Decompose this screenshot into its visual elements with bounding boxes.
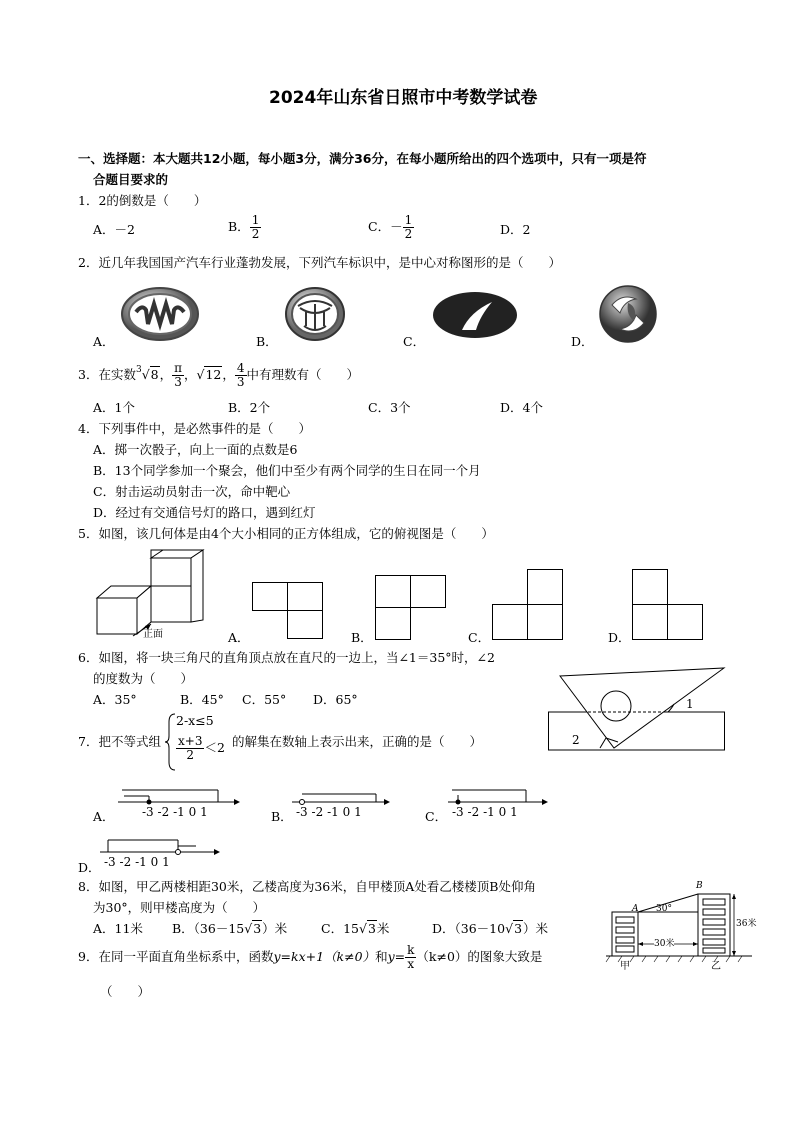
q8-height-label: 36米: [736, 919, 757, 929]
q5-option-c: C．: [468, 630, 491, 645]
q7-a-ticks: -3 -2 -1 0 1: [142, 805, 208, 819]
q6-option-c: C．55°: [242, 692, 287, 707]
q2-option-a: A．: [93, 334, 115, 349]
q7-b-ticks: -3 -2 -1 0 1: [296, 805, 362, 819]
car-logo-d-icon: [598, 285, 658, 343]
q9-stem: 9．在同一平面直角坐标系中，函数y=kx+1（k≠0）和y= $\frac{k}{x}$ （k≠0）的图象大致是: [78, 943, 543, 971]
q4-option-c: C．射击运动员射击一次，命中靶心: [93, 484, 291, 499]
q6-option-d: D．65°: [313, 692, 358, 707]
q1-option-d: D．2: [500, 222, 531, 237]
q6-angle2-label: 2: [572, 733, 580, 747]
q4-option-b: B．13个同学参加一个聚会，他们中至少有两个同学的生日在同一个月: [93, 463, 481, 478]
q4-option-a: A．掷一次骰子，向上一面的点数是6: [93, 442, 298, 457]
q8-label-b: B: [696, 881, 703, 891]
q6-stem-cont: 的度数为（ ）: [93, 671, 194, 686]
car-logo-c-icon: [432, 290, 518, 340]
q7-option-b: B．: [271, 809, 293, 824]
q8-stem: 8．如图，甲乙两楼相距30米，乙楼高度为36米，自甲楼顶A处看乙楼楼顶B处仰角: [78, 879, 536, 894]
q1-stem: 1．2的倒数是（ ）: [78, 193, 207, 208]
q8-label-a: A: [632, 904, 639, 914]
q7-d-ticks: -3 -2 -1 0 1: [104, 855, 170, 869]
q9-answer-paren: （ ）: [100, 984, 151, 999]
q1-option-a: A．－2: [93, 222, 135, 237]
q2-stem: 2．近几年我国国产汽车行业蓬勃发展，下列汽车标识中，是中心对称图形的是（ ）: [78, 255, 561, 270]
q5-front-label: 正面: [143, 629, 163, 640]
q8-option-a: A．11米: [93, 921, 143, 936]
q3-option-a: A．1个: [93, 400, 135, 415]
q5-stem: 5．如图，该几何体是由4个大小相同的正方体组成，它的俯视图是（ ）: [78, 526, 494, 541]
q3-option-d: D．4个: [500, 400, 543, 415]
page-title: 2024年山东省日照市中考数学试卷: [269, 88, 538, 108]
q7-option-d: D．: [78, 860, 101, 875]
q7-stem-suffix: 的解集在数轴上表示出来，正确的是（ ）: [232, 734, 483, 749]
q6-stem: 6．如图，将一块三角尺的直角顶点放在直尺的一边上，当∠1＝35°时，∠2: [78, 650, 495, 665]
q2-option-c: C．: [403, 334, 426, 349]
section-heading-cont: 合题目要求的: [93, 172, 169, 187]
q3-option-b: B．2个: [228, 400, 271, 415]
q8-option-d: D．（36－10√3）米: [432, 921, 549, 936]
q4-option-d: D．经过有交通信号灯的路口，遇到红灯: [93, 505, 316, 520]
q7-option-c: C．: [425, 809, 448, 824]
q1-option-b: B． $\frac{1}{2}$: [228, 213, 260, 241]
q5-view-c: [492, 569, 564, 641]
section-heading: 一、选择题：本大题共12小题，每小题3分，满分36分，在每小题所给出的四个选项中，只有一项是符: [78, 151, 647, 166]
q2-option-d: D．: [571, 334, 594, 349]
q7-stem-prefix: 7．把不等式组: [78, 734, 161, 749]
q7-inequality-1: 2-x≤5: [176, 713, 214, 728]
q4-stem: 4．下列事件中，是必然事件的是（ ）: [78, 421, 311, 436]
q8-option-b: B．（36－15√3）米: [172, 921, 288, 936]
q8-building-yi-label: 乙: [711, 961, 721, 972]
q7-option-a: A．: [93, 809, 115, 824]
q5-option-d: D．: [608, 630, 631, 645]
q3-option-c: C．3个: [368, 400, 411, 415]
q8-building-jia-label: 甲: [620, 961, 630, 972]
q5-option-b: B．: [351, 630, 373, 645]
q8-distance-label: 30米: [654, 939, 675, 949]
car-logo-b-icon: [284, 286, 346, 342]
q5-option-a: A．: [228, 630, 250, 645]
q8-angle-label: 30°: [656, 904, 672, 914]
q2-option-b: B．: [256, 334, 278, 349]
q8-stem-cont: 为30°，则甲楼高度为（ ）: [93, 900, 266, 915]
q6-option-b: B．45°: [180, 692, 224, 707]
q5-view-d: [632, 569, 704, 641]
q8-option-c: C．15√3米: [321, 921, 390, 936]
q5-view-b: [375, 575, 447, 640]
q5-view-a: [252, 582, 324, 640]
q1-option-c: C．－ $\frac{1}{2}$: [368, 213, 413, 241]
q7-inequality-2: $\frac{x+3}{2}$ ＜2: [178, 734, 225, 762]
car-logo-a-icon: [120, 286, 200, 342]
q7-c-ticks: -3 -2 -1 0 1: [452, 805, 518, 819]
q6-option-a: A．35°: [93, 692, 137, 707]
q3-stem: 3．在实数$^3$√8， $\frac{\pi}{3}$ ，√12， $\frac{4}{3}$ 中有理数有（ ）: [78, 361, 360, 389]
q6-angle1-label: 1: [686, 697, 694, 711]
